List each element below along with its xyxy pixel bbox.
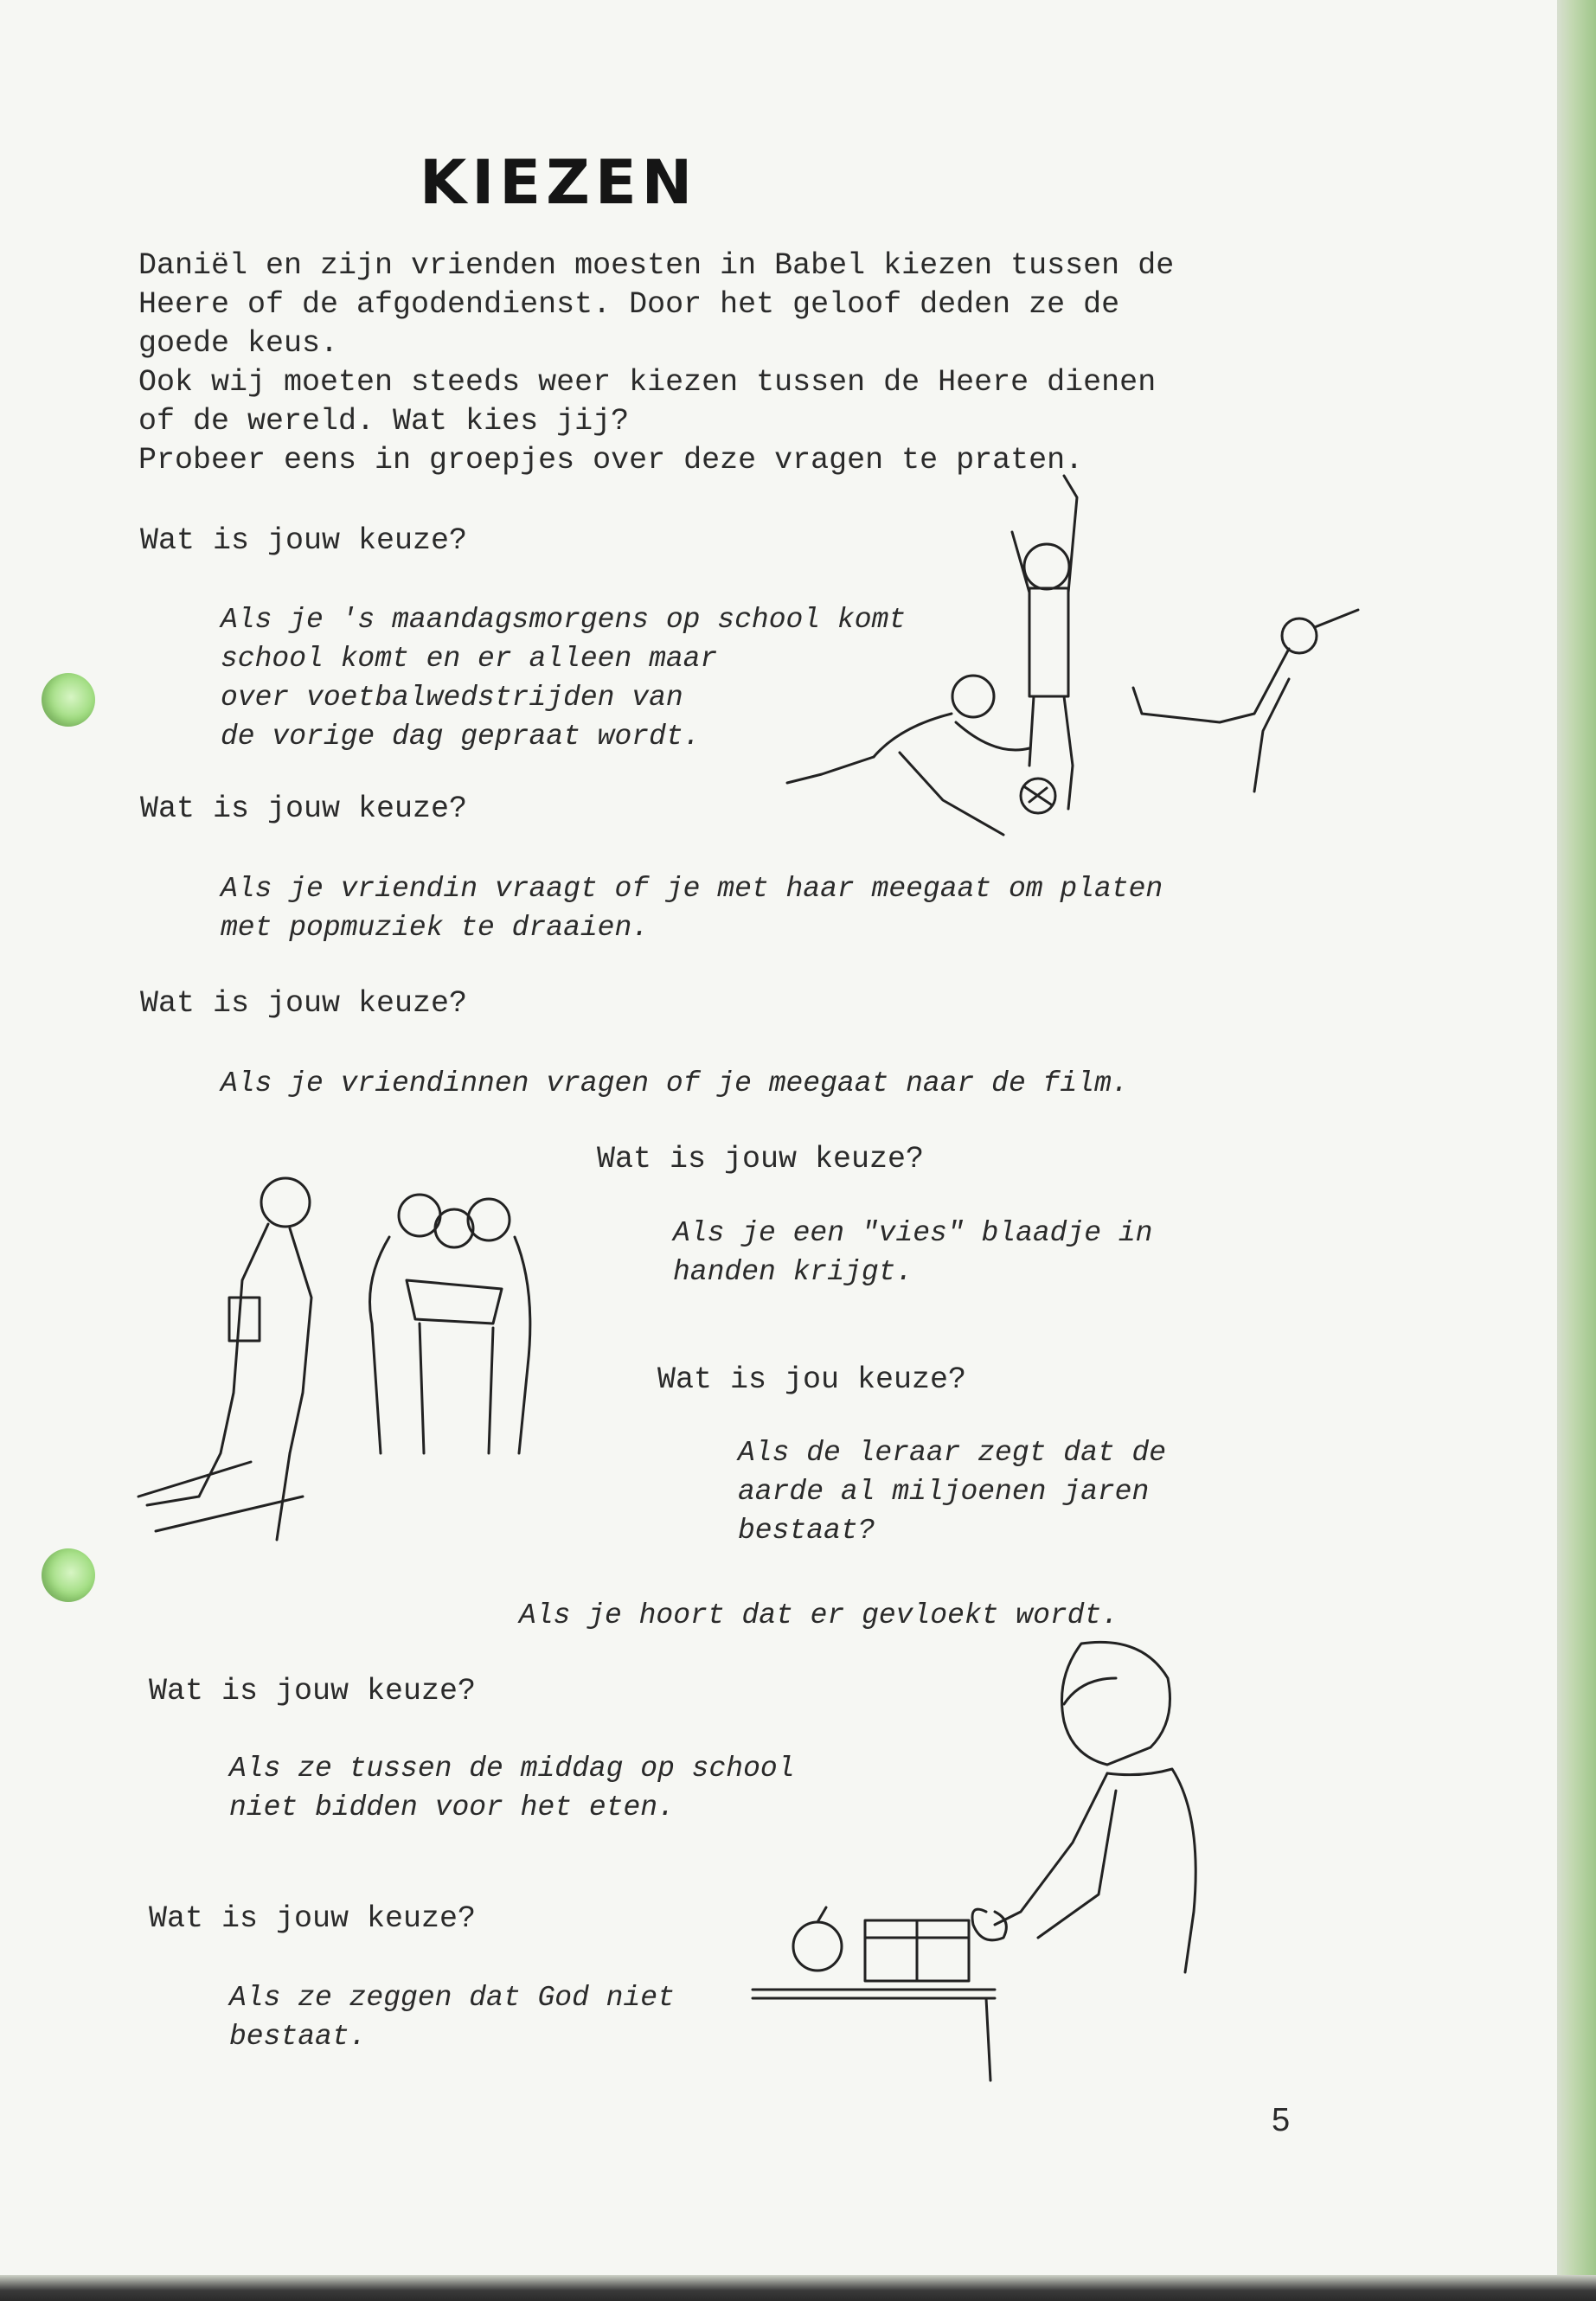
intro-line: Heere of de afgodendienst. Door het geloof deden ze de <box>138 287 1120 322</box>
scenario-8: Als ze zeggen dat God niet bestaat. <box>229 1982 675 2053</box>
intro-line: Daniël en zijn vrienden moesten in Babel kiezen tussen de <box>138 248 1175 283</box>
scenario-5: Als de leraar zegt dat de aarde al miljoenen jaren bestaat? <box>738 1437 1167 1547</box>
page-number: 5 <box>1272 2102 1291 2138</box>
intro-text <box>138 247 1298 480</box>
question-8: Wat is jouw keuze? <box>149 1901 477 1936</box>
book-edge <box>1557 0 1596 2301</box>
intro-line: Probeer eens in groepjes over deze vragen te praten. <box>138 443 1084 478</box>
question-2: Wat is jouw keuze? <box>140 792 468 826</box>
intro-line: of de wereld. Wat kies jij? <box>138 404 630 439</box>
scenario-3: Als je vriendinnen vragen of je meegaat naar de film. <box>221 1067 1129 1099</box>
question-3: Wat is jouw keuze? <box>140 986 468 1021</box>
question-1: Wat is jouw keuze? <box>140 523 468 558</box>
question-7: Wat is jouw keuze? <box>149 1674 477 1708</box>
magazine-readers-illustration <box>130 1168 562 1566</box>
intro-line: goede keus. <box>138 326 339 361</box>
football-players-illustration <box>770 480 1375 869</box>
question-5: Wat is jou keuze? <box>657 1362 967 1397</box>
scenario-4: Als je een "vies" blaadje in handen krijgt. <box>673 1217 1153 1288</box>
scenario-6: Als je hoort dat er gevloekt wordt. <box>519 1599 1119 1631</box>
binder-hole-top <box>42 673 95 727</box>
scenario-1: Als je 's maandagsmorgens op school komt school komt en er alleen maar over voetbalwedstrijden van de vorige dag gepraat wordt. <box>221 604 907 753</box>
intro-line: Ook wij moeten steeds weer kiezen tussen de Heere dienen <box>138 365 1157 400</box>
scenario-2: Als je vriendin vraagt of je met haar meegaat om platen met popmuziek te draaien. <box>221 873 1163 944</box>
question-4: Wat is jouw keuze? <box>597 1142 925 1176</box>
binder-hole-bottom <box>42 1548 95 1602</box>
page-title: KIEZEN <box>420 147 698 218</box>
scan-border <box>0 2275 1596 2301</box>
scenario-7: Als ze tussen de middag op school niet bidden voor het eten. <box>229 1753 795 1823</box>
praying-boy-illustration <box>735 1626 1220 2085</box>
